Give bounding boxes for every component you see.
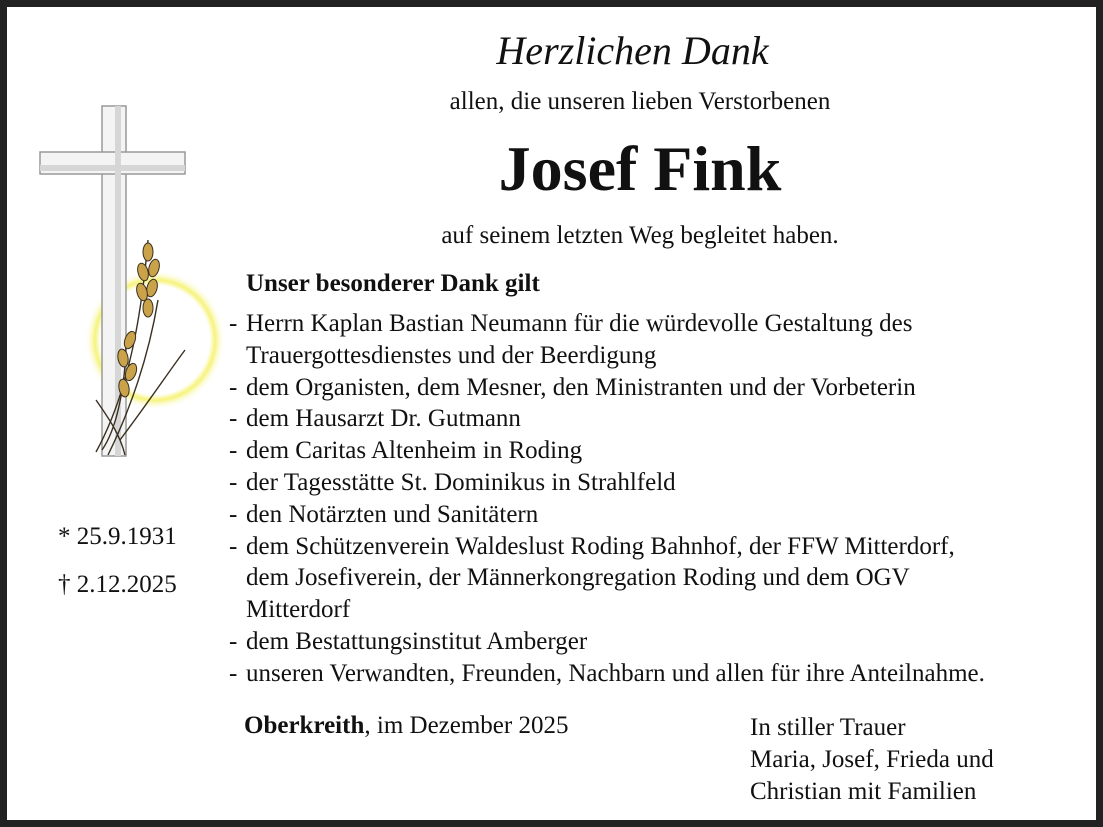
heading: Herzlichen Dank <box>496 28 769 73</box>
thanks-item <box>229 403 1099 435</box>
thanks-item-line: dem Schützenverein Waldeslust Roding Bahnhof, der FFW Mitterdorf, <box>246 532 955 560</box>
thanks-item-line: Mitterdorf <box>246 596 351 624</box>
thanks-item-line: dem Hausarzt Dr. Gutmann <box>246 405 521 433</box>
thanks-item <box>229 499 1099 531</box>
list-marker: - <box>229 373 238 401</box>
list-marker: - <box>229 310 238 337</box>
list-marker: - <box>229 532 238 560</box>
thanks-item-line: den Notärzten und Sanitätern <box>246 500 539 528</box>
place-name: Oberkreith <box>244 712 365 739</box>
thanks-item-line: dem Caritas Altenheim in Roding <box>246 437 583 465</box>
signature-block <box>750 712 994 808</box>
thanks-list <box>229 308 1099 690</box>
thanks-item-line: Herrn Kaplan Bastian Neumann für die würdevolle Gestaltung des <box>246 310 913 337</box>
list-marker: - <box>229 405 238 433</box>
death-date: † 2.12.2025 <box>58 571 177 598</box>
signature-line: In stiller Trauer <box>750 714 906 741</box>
thanks-item-line: der Tagesstätte St. Dominikus in Strahlfeld <box>246 468 676 496</box>
thanks-item <box>229 467 1099 499</box>
deceased-name: Josef Fink <box>498 133 782 204</box>
thanks-item <box>229 435 1099 467</box>
place-date-line <box>244 712 568 740</box>
list-marker: - <box>229 627 238 655</box>
thanks-item <box>229 531 1099 626</box>
thanks-item-line: dem Organisten, dem Mesner, den Ministranten und der Vorbeterin <box>246 373 916 401</box>
intro-line: allen, die unseren lieben Verstorbenen <box>449 88 831 115</box>
thanks-item <box>229 308 1099 372</box>
thanks-item <box>229 372 1099 404</box>
thanks-item <box>229 626 1099 658</box>
signature-line: Maria, Josef, Frieda und <box>750 746 994 773</box>
thanks-item-line: dem Bestattungsinstitut Amberger <box>246 627 588 655</box>
list-marker: - <box>229 659 238 687</box>
list-marker: - <box>229 437 238 465</box>
signature-line: Christian mit Familien <box>750 778 977 805</box>
thanks-title: Unser besonderer Dank gilt <box>246 270 540 297</box>
outro-line: auf seinem letzten Weg begleitet haben. <box>441 222 839 249</box>
thanks-item <box>229 658 1099 690</box>
date-text: , im Dezember 2025 <box>364 712 569 739</box>
thanks-item-line: Trauergottesdienstes und der Beerdigung <box>246 341 657 369</box>
birth-date: * 25.9.1931 <box>58 523 177 550</box>
thanks-item-line: unseren Verwandten, Freunden, Nachbarn und allen für ihre Anteilnahme. <box>246 659 985 687</box>
list-marker: - <box>229 500 238 528</box>
thanks-item-line: dem Josefiverein, der Männerkongregation Roding und dem OGV <box>246 564 910 592</box>
list-marker: - <box>229 468 238 496</box>
